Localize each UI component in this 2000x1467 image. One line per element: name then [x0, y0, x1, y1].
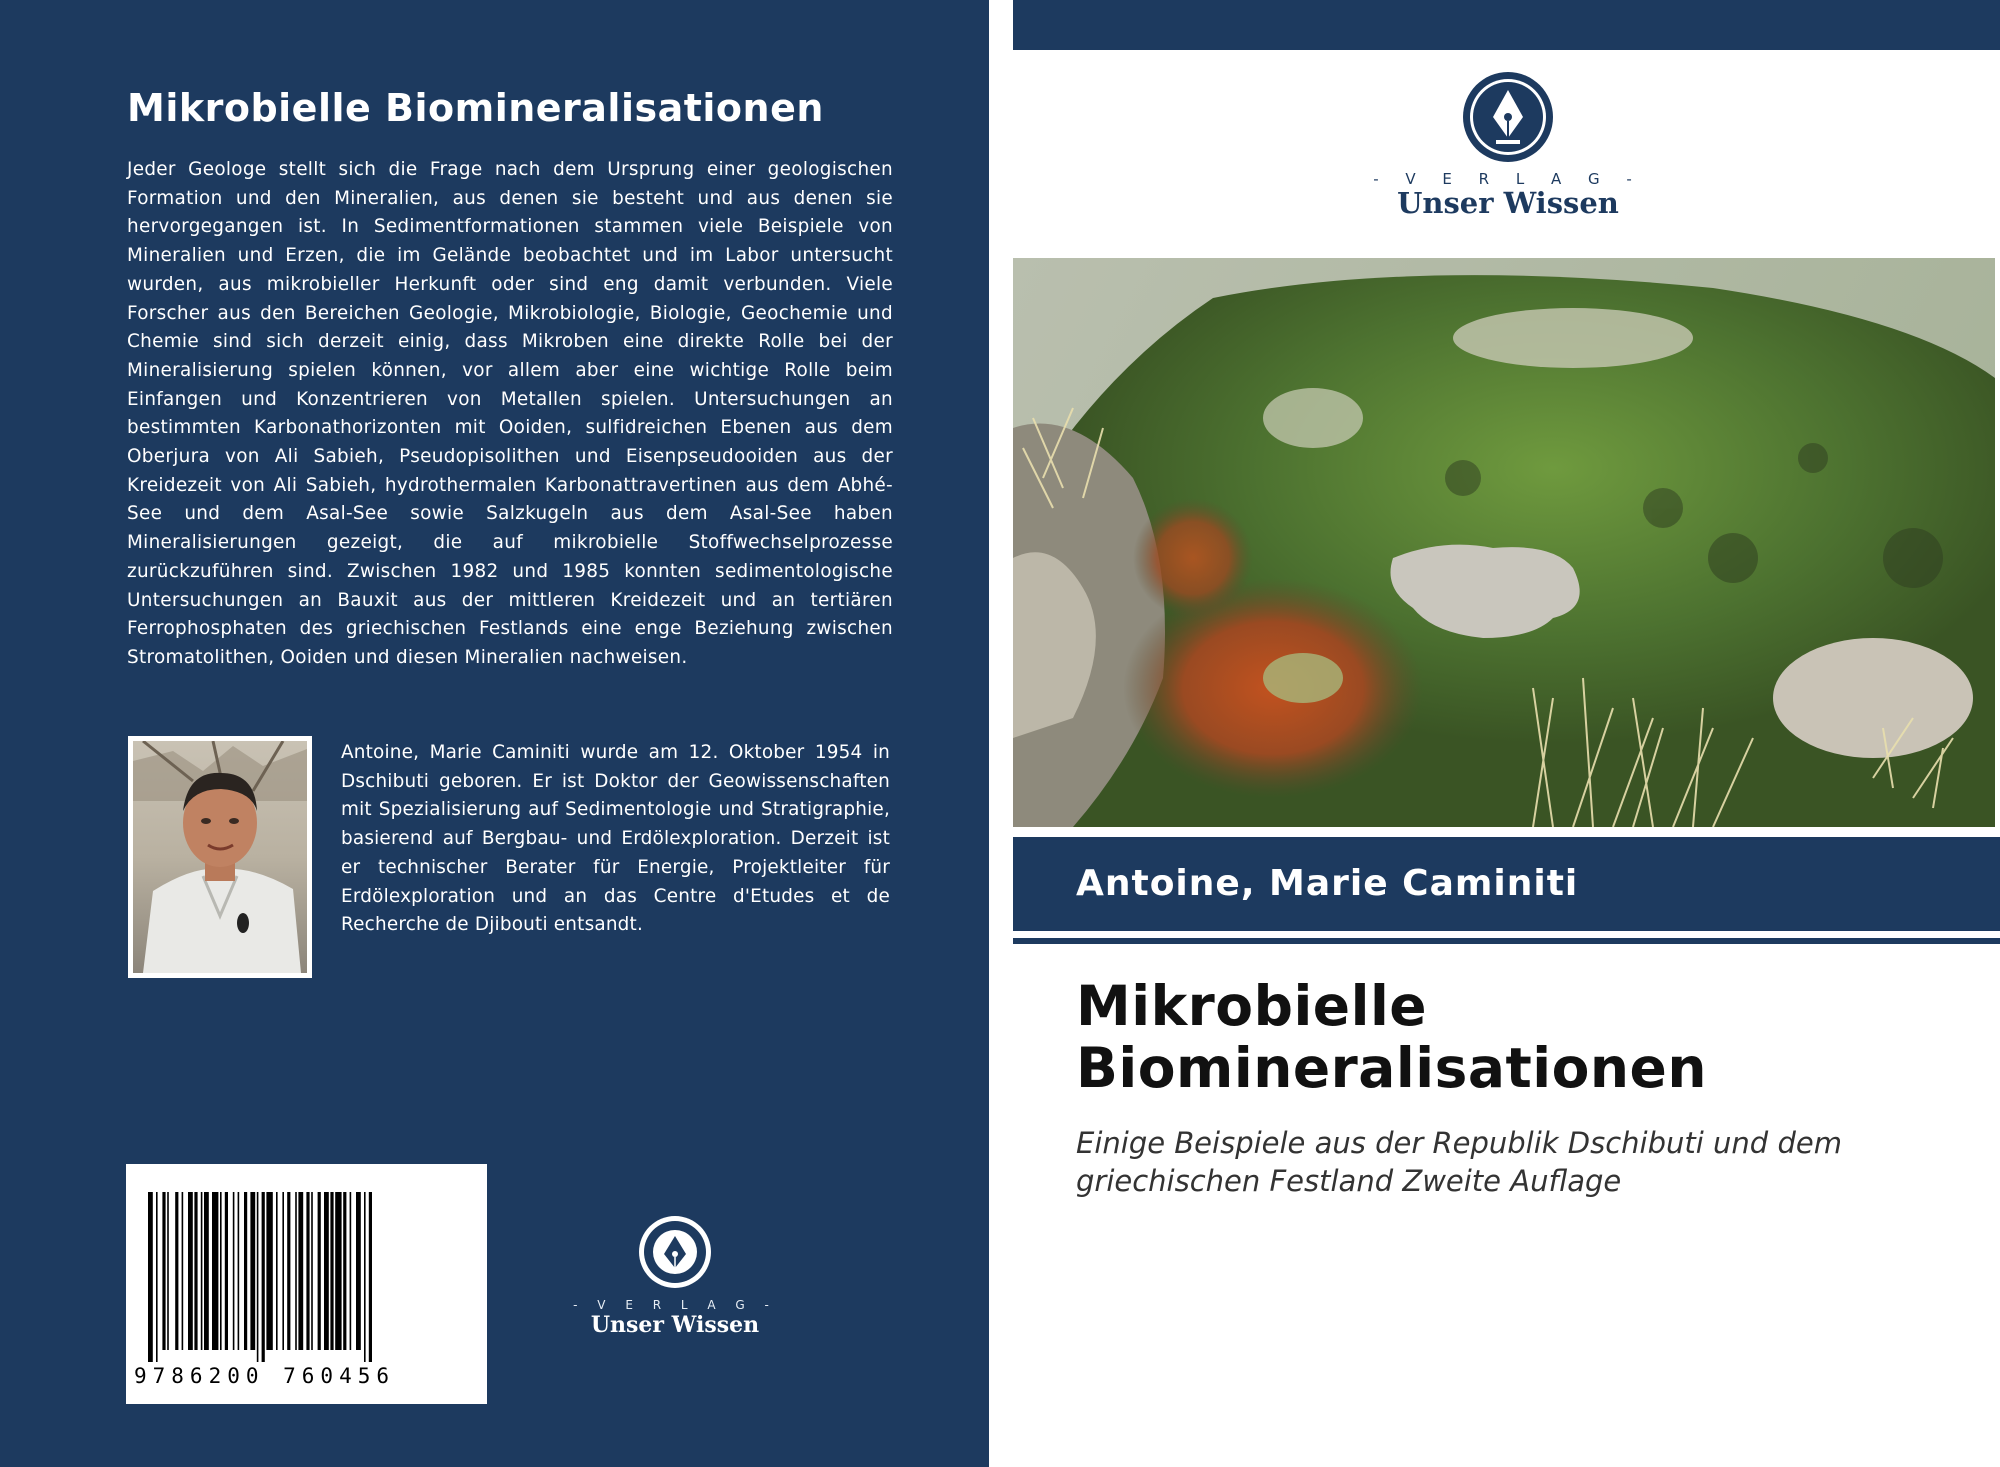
barcode-bar [204, 1192, 209, 1350]
author-band [1013, 837, 2000, 931]
barcode-bar [306, 1192, 309, 1350]
barcode-bar [194, 1192, 197, 1350]
barcode-bar [201, 1192, 203, 1350]
barcode-bar [212, 1192, 218, 1350]
barcode-bar [156, 1192, 158, 1362]
barcode-bar [262, 1192, 265, 1362]
barcode-bar [298, 1192, 303, 1350]
barcode-bar [175, 1192, 178, 1350]
barcode-bar [369, 1192, 372, 1362]
barcode-bar [162, 1192, 165, 1350]
barcode-bar [295, 1192, 297, 1350]
author-photo [128, 736, 312, 978]
barcode-bar [343, 1192, 346, 1350]
barcode-bar [233, 1192, 235, 1350]
barcode-bar [287, 1192, 290, 1350]
fountain-pen-nib-icon [1368, 72, 1648, 172]
front-subtitle: Einige Beispiele aus der Republik Dschibuti und dem griechischen Festland Zweite Auflage [1076, 1126, 1842, 1198]
barcode-bar [324, 1192, 329, 1350]
barcode-bar [276, 1192, 278, 1350]
front-title: Mikrobielle Biomineralisationen [1076, 974, 1708, 1100]
barcode-bar [148, 1192, 153, 1362]
back-publisher-name: Unser Wissen [590, 1312, 760, 1338]
back-cover [0, 0, 989, 1467]
barcode-bar [167, 1192, 169, 1350]
front-top-bar [1013, 0, 2000, 50]
front-author-name: Antoine, Marie Caminiti [1076, 863, 1579, 904]
fountain-pen-nib-icon [568, 1212, 782, 1302]
barcode-bar [356, 1192, 361, 1350]
barcode-bar [220, 1192, 222, 1350]
isbn-barcode [126, 1164, 487, 1404]
barcode-bar [311, 1192, 313, 1350]
barcode-bar [330, 1192, 333, 1350]
barcode-bar [266, 1192, 272, 1350]
barcode-bar [257, 1192, 259, 1362]
back-publisher-verlag-label: - V E R L A G - [573, 1298, 777, 1312]
barcode-bar [182, 1192, 184, 1350]
barcode-bar [364, 1192, 366, 1362]
spine [989, 0, 1013, 1467]
back-cover-title: Mikrobielle Biomineralisationen [127, 86, 824, 130]
isbn-number: 9786200 760456 [134, 1364, 396, 1388]
barcode-bar [350, 1192, 352, 1350]
barcode-bar [244, 1192, 247, 1350]
back-cover-blurb: Jeder Geologe stellt sich die Frage nach dem Ursprung einer geologischen Formation und den Mineralien, aus denen sie besteht und aus denen sie hervorgegangen ist. In Sedimentformationen stammen viele Beispiele von Mineralien und Erzen, die im Gelände beobachtet und im Labor untersucht wurden, aus mikrobieller Herkunft oder sind eng damit verbunden. Viele Forscher aus den Bereichen Geologie, Mikrobiologie, Biologie, Geochemie und Chemie sind sich derzeit einig, dass Mikroben eine direkte Rolle bei der Mineralisierung spielen können, vor allem aber eine wichtige Rolle beim Einfangen und Konzentrieren von Metallen spielen. Untersuchungen an bestimmten Karbonathorizonten mit Ooiden, sulfidreichen Ebenen aus dem Oberjura von Ali Sabieh, Pseudopisolithen und Eisenpseudooiden aus der Kreidezeit von Ali Sabieh, hydrothermalen Karbonattravertinen aus dem Abhé-See und dem Asal-See sowie Salzkugeln aus dem Asal-See haben Mineralisierungen gezeigt, die auf mikrobielle Stoffwechselprozesse zurückzuführen sind. Zwischen 1982 und 1985 konnten sedimentologische Untersuchungen an Bauxit aus der mittleren Kreidezeit und an tertiären Ferrophosphaten des griechischen Festlands eine enge Beziehung zwischen Stromatolithen, Ooiden und diesen Mineralien nachweisen. [127, 159, 893, 668]
front-cover [1013, 0, 2000, 1467]
barcode-bar [282, 1192, 284, 1350]
cover-photo-microbial-mat [1013, 258, 1995, 827]
barcode-bar [225, 1192, 228, 1350]
front-publisher-verlag-label: - V E R L A G - [1373, 170, 1643, 188]
front-divider [1013, 938, 2000, 944]
author-bio: Antoine, Marie Caminiti wurde am 12. Oktober 1954 in Dschibuti geboren. Er ist Doktor der Geowissenschaften mit Spezialisierung auf Sedimentologie und Stratigraphie, basierend auf Bergbau- und Erdölexploration. Derzeit ist er technischer Berater für Energie, Projektleiter für Erdölexploration und an das Centre d'Etudes et de Recherche de Djibouti entsandt. [341, 742, 890, 936]
barcode-bar [318, 1192, 321, 1350]
front-publisher-logo [1368, 72, 1648, 222]
barcode-bar [238, 1192, 240, 1350]
front-publisher-name: Unser Wissen [1397, 186, 1619, 220]
barcode-bar [335, 1192, 341, 1350]
barcode-bar [250, 1192, 255, 1350]
back-publisher-logo [568, 1212, 782, 1342]
barcode-bar [188, 1192, 193, 1350]
